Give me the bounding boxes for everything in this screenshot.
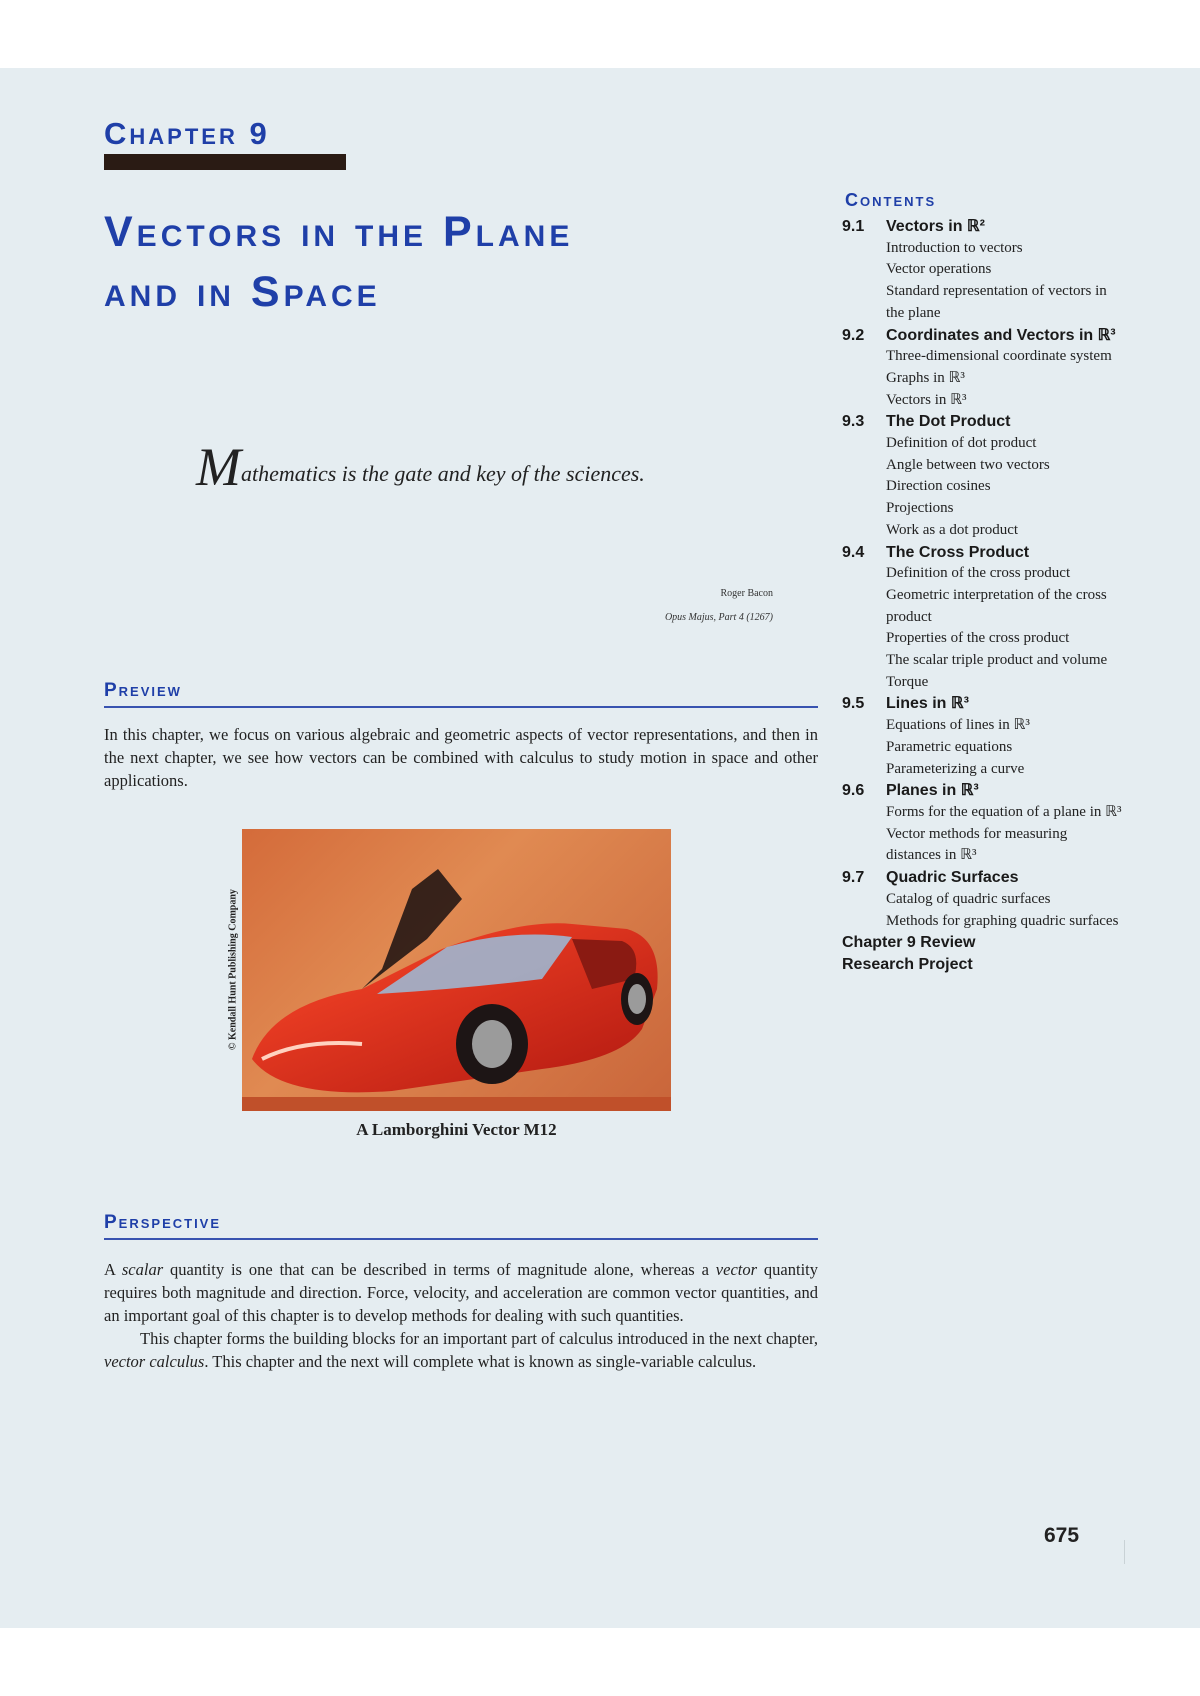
toc-subsection: Geometric interpretation of the cross product xyxy=(886,586,1107,625)
toc-section-number: 9.3 xyxy=(842,413,865,431)
toc-section xyxy=(842,693,1122,715)
toc-section xyxy=(842,867,1122,889)
preview-text: In this chapter, we focus on various algebraic and geometric aspects of vector representations, and then in the next chapter, we see how vectors can be combined with calculus to study motion in space and other applications. xyxy=(104,725,818,790)
toc-section-number: 9.7 xyxy=(842,869,865,887)
toc-subsection: Projections xyxy=(886,500,954,517)
toc-section-title: Quadric Surfaces xyxy=(886,869,1019,887)
toc-subsection: Graphs in ℝ³ xyxy=(886,369,965,386)
epigraph xyxy=(196,437,796,497)
toc-subsection: Angle between two vectors xyxy=(886,456,1050,473)
toc-subsection: Definition of the cross product xyxy=(886,565,1071,582)
toc-section-number: 9.1 xyxy=(842,218,865,235)
toc-research-project: Research Project xyxy=(842,955,973,973)
toc-section-number: 9.6 xyxy=(842,782,865,800)
text-run: quantity requires both magnitude and direction. Force, velocity, and acceleration are common vector quantities, and an important goal of this chapter is to develop methods for dealing with such quantities. xyxy=(104,1260,818,1325)
title-line-2: and in Space xyxy=(104,268,381,316)
toc-subsection: Direction cosines xyxy=(886,478,991,495)
photo-credit: © Kendall Hunt Publishing Company xyxy=(227,889,239,1050)
toc-section-number: 9.2 xyxy=(842,326,865,344)
perspective-paragraph-2 xyxy=(104,1327,818,1373)
toc-section-title: Vectors in ℝ² xyxy=(886,218,985,235)
page-edge-mark xyxy=(1124,1540,1125,1564)
toc-subsection: Equations of lines in ℝ³ xyxy=(886,717,1030,734)
chapter-title xyxy=(104,202,804,322)
toc-section xyxy=(842,411,1122,433)
toc-subsection: Vector operations xyxy=(886,261,992,278)
car-illustration xyxy=(242,829,671,1111)
table-of-contents xyxy=(842,216,1122,976)
epigraph-author: Roger Bacon xyxy=(720,588,773,599)
toc-section-title: The Dot Product xyxy=(886,413,1011,431)
toc-subsection: The scalar triple product and volume xyxy=(886,652,1108,669)
toc-subsection: Parametric equations xyxy=(886,738,1013,755)
epigraph-text: athematics is the gate and key of the sciences. xyxy=(240,461,645,486)
page-number: 675 xyxy=(1044,1524,1080,1547)
toc-section xyxy=(842,325,1122,347)
toc-subsection: Work as a dot product xyxy=(886,521,1019,538)
text-run: A xyxy=(104,1260,122,1279)
perspective-rule xyxy=(104,1238,818,1240)
toc-section-number: 9.4 xyxy=(842,543,865,561)
toc-section xyxy=(842,216,1122,238)
toc-subsection: Parameterizing a curve xyxy=(886,760,1025,777)
term-vector: vector xyxy=(715,1260,758,1279)
toc-section-title: The Cross Product xyxy=(886,543,1030,561)
contents-heading: Contents xyxy=(845,190,937,210)
toc-subsection: Three-dimensional coordinate system xyxy=(886,348,1112,365)
toc-subsection: Torque xyxy=(886,673,929,690)
toc-subsection: Introduction to vectors xyxy=(886,239,1023,256)
toc-section-title: Planes in ℝ³ xyxy=(886,782,979,800)
figure-caption: A Lamborghini Vector M12 xyxy=(356,1120,557,1139)
toc-subsection: Forms for the equation of a plane in ℝ³ xyxy=(886,803,1122,820)
text-run: . This chapter and the next will complete what is known as single-variable calculus. xyxy=(204,1352,757,1371)
toc-section-title: Lines in ℝ³ xyxy=(886,695,969,713)
toc-subsection: Standard representation of vectors in the plane xyxy=(886,283,1107,321)
toc-section-title: Coordinates and Vectors in ℝ³ xyxy=(886,326,1116,344)
toc-subsection: Vector methods for measuring distances in ℝ³ xyxy=(886,825,1068,864)
perspective-paragraphs xyxy=(104,1258,818,1373)
text-run: This chapter forms the building blocks for an important part of calculus introduced in the next chapter, xyxy=(140,1329,818,1348)
toc-subsection: Methods for graphing quadric surfaces xyxy=(886,912,1119,929)
chapter-label: Chapter 9 xyxy=(104,116,270,151)
epigraph-work: Opus Majus, Part 4 (1267) xyxy=(664,612,773,623)
preview-heading: Preview xyxy=(104,680,182,701)
text-run: quantity is one that can be described in terms of magnitude alone, whereas a xyxy=(163,1260,716,1279)
chapter-bar xyxy=(104,154,346,170)
toc-section-number: 9.5 xyxy=(842,695,865,713)
car-photo xyxy=(242,829,671,1111)
toc-subsection: Properties of the cross product xyxy=(886,630,1070,647)
preview-rule xyxy=(104,706,818,708)
toc-subsection: Vectors in ℝ³ xyxy=(886,391,967,408)
preview-paragraph xyxy=(104,723,818,792)
perspective-paragraph-1 xyxy=(104,1258,818,1327)
toc-subsection: Catalog of quadric surfaces xyxy=(886,890,1051,907)
toc-chapter-review: Chapter 9 Review xyxy=(842,934,976,952)
term-scalar: scalar xyxy=(121,1260,164,1279)
toc-section xyxy=(842,542,1122,564)
toc-subsection: Definition of dot product xyxy=(886,435,1037,452)
perspective-heading: Perspective xyxy=(104,1212,222,1233)
term-vector-calculus: vector calculus xyxy=(104,1352,205,1371)
toc-section xyxy=(842,780,1122,802)
epigraph-initial: M xyxy=(196,437,241,497)
title-line-1: Vectors in the Plane xyxy=(104,208,574,256)
epigraph-attribution xyxy=(665,582,773,630)
